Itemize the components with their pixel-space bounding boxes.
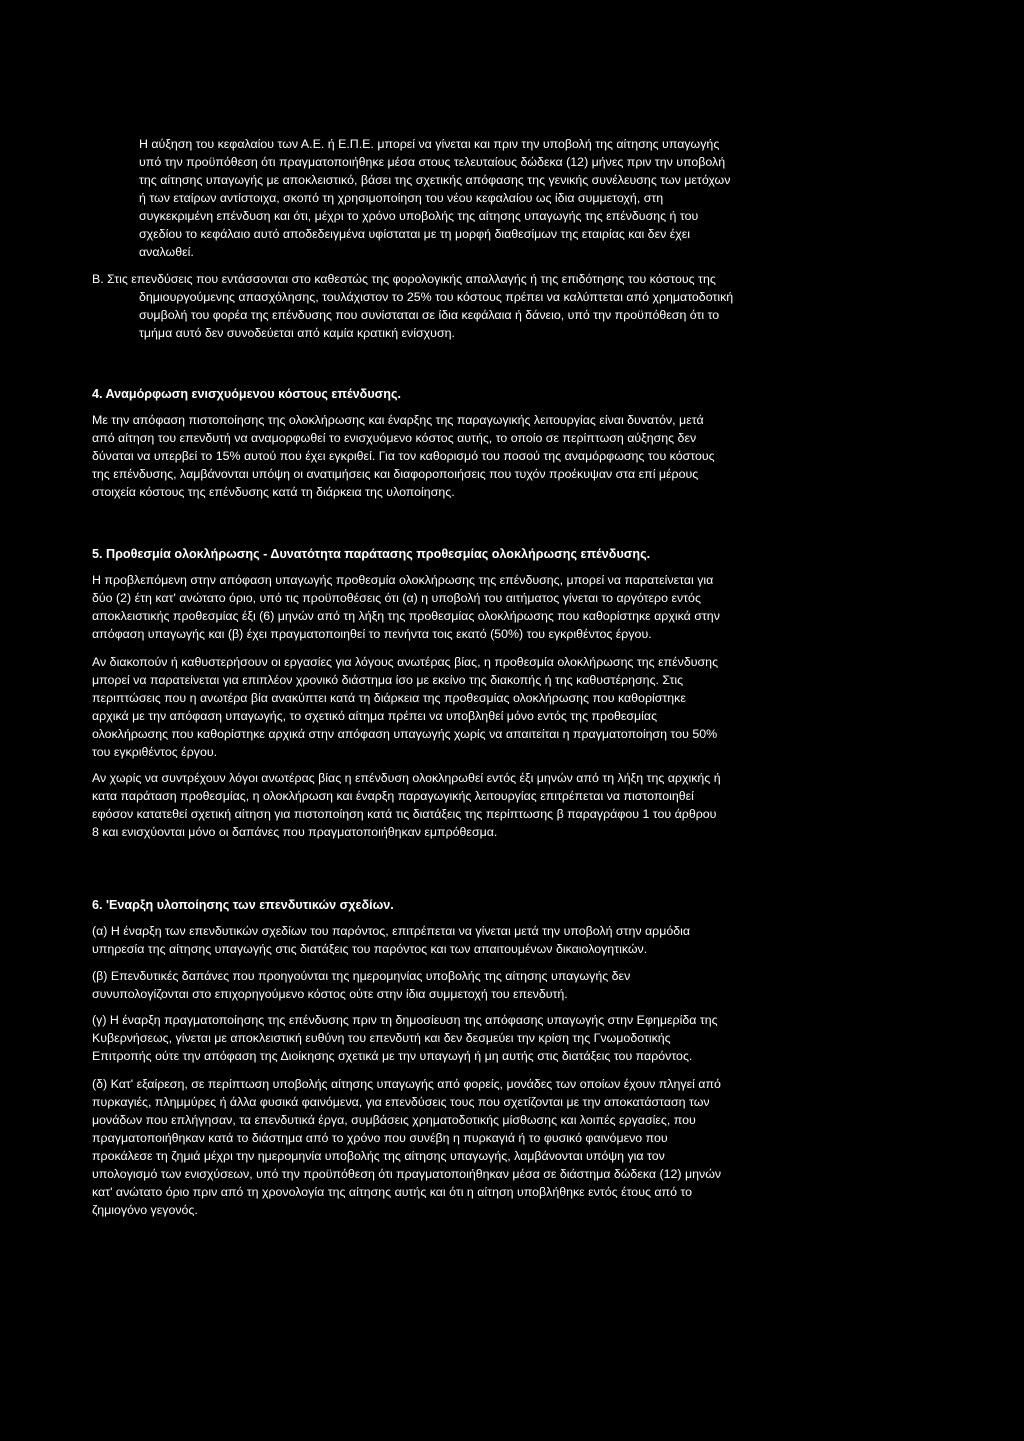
- text-line: μονάδων που επλήγησαν, τα επενδυτικά έργα, συμβάσεις χρηματοδοτικής μίσθωσης και λοιπές εργασίες, που: [92, 1113, 696, 1127]
- text-line: μπορεί να παρατείνεται για επιπλέον χρονικό διάστημα ίσο με εκείνο της διακοπής ή της καθυστέρησης. Στις: [92, 673, 684, 687]
- text-line: της αίτησης υπαγωγής με αποκλειστικό, βάσει της σχετικής απόφασης της γενικής συνέλευσης των μετόχων: [139, 173, 731, 187]
- text-line: δύναται να υπερβεί το 15% αυτού που έχει εγκριθεί. Για τον καθορισμό του ποσού της αναμόρφωσης του κόστους: [92, 449, 715, 463]
- text-line: Αν διακοπούν ή καθυστερήσουν οι εργασίες για λόγους ανωτέρας βίας, η προθεσμία ολοκλήρωσης της επένδυσης: [92, 655, 719, 669]
- text-line: ζημιογόνο γεγονός.: [92, 1203, 198, 1217]
- text-line: συμβολή του φορέα της επένδυσης που συνίσταται σε ίδια κεφάλαια ή δάνειο, υπό την προϋπόθεση ότι το: [139, 308, 720, 322]
- text-line: Με την απόφαση πιστοποίησης της ολοκλήρωσης και έναρξης της παραγωγικής λειτουργίας είναι δυνατόν, μετά: [92, 413, 704, 427]
- text-line: σχεδίου το κεφάλαιο αυτό αποδεδειγμένα υφίσταται με τη μορφή διαθεσίμων της εταιρίας και δεν έχει: [139, 227, 691, 241]
- text-line: στοιχεία κόστους της επένδυσης κατά τη διάρκεια της υλοποίησης.: [92, 485, 455, 499]
- text-line: Αν χωρίς να συντρέχουν λόγοι ανωτέρας βίας η επένδυση ολοκληρωθεί εντός έξι μηνών από τη λήξη της αρχικής ή: [92, 771, 721, 785]
- text-line: από αίτηση του επενδυτή να αναμορφωθεί το ενισχυόμενο κόστος αυτής, το οποίο σε περίπτωση αύξησης δεν: [92, 431, 697, 445]
- text-line: του εγκριθέντος έργου.: [92, 745, 218, 759]
- text-line: 8 και ενισχύονται μόνο οι δαπάνες που πραγματοποιήθηκαν εμπρόθεσμα.: [92, 825, 498, 839]
- text-line: της επένδυσης, λαμβάνονται υπόψη οι ανατιμήσεις και διαφοροποιήσεις που τυχόν προέκυψαν στα επί μέρους: [92, 467, 699, 481]
- text-line: απόφαση υπαγωγής και (β) έχει πραγματοποιηθεί το πενήντα τοις εκατό (50%) του εγκριθέντος έργου.: [92, 627, 652, 641]
- text-line: δημιουργούμενης απασχόλησης, τουλάχιστον το 25% του κόστους πρέπει να καλύπτεται από χρηματοδοτική: [139, 290, 734, 304]
- text-line: Κυβερνήσεως, γίνεται με αποκλειστική ευθύνη του επενδυτή και δεν δεσμεύει την κρίση της Γνωμοδοτικής: [92, 1031, 671, 1045]
- text-line: ολοκλήρωσης που καθορίστηκε αρχικά στην απόφαση υπαγωγής χωρίς να απαιτείται η πραγματοποίηση του 50%: [92, 727, 718, 741]
- text-line: (β) Επενδυτικές δαπάνες που προηγούνται της ημερομηνίας υποβολής της αίτησης υπαγωγής δεν: [92, 969, 631, 983]
- text-line: περιπτώσεις που η ανωτέρα βία ανακύπτει κατά τη διάρκεια της προθεσμίας ολοκλήρωσης που καθορίστηκε: [92, 691, 686, 705]
- text-line: πυρκαγιές, πλημμύρες ή άλλα φυσικά φαινόμενα, για επενδύσεις τους που σχετίζονται με την αποκατάσταση των: [92, 1095, 710, 1109]
- text-line: Επιτροπής ούτε την απόφαση της Διοίκησης σχετικά με την υπαγωγή ή μη αυτής στις διατάξεις του παρόντος.: [92, 1049, 693, 1063]
- text-line: δύο (2) έτη κατ' ανώτατο όριο, υπό τις προϋποθέσεις ότι (α) η υποβολή του αιτήματος γίνεται το αργότερο εντός: [92, 591, 701, 605]
- text-line: Η προβλεπόμενη στην απόφαση υπαγωγής προθεσμία ολοκλήρωσης της επένδυσης, μπορεί να παρατείνεται για: [92, 573, 714, 587]
- text-line: υπηρεσία της αίτησης υπαγωγής στις διατάξεις του παρόντος και των απαιτουμένων δικαιολογητικών.: [92, 942, 648, 956]
- text-line: αποκλειστικής προθεσμίας έξι (6) μηνών από τη λήξη της προθεσμίας ολοκλήρωσης που καθορίστηκε αρχικά στην: [92, 609, 720, 623]
- text-line: κατα παράταση προθεσμίας, η ολοκλήρωση και έναρξη παραγωγικής λειτουργίας επιτρέπεται να πιστοποιηθεί: [92, 789, 694, 803]
- text-line: προκάλεσε τη ζημιά μέχρι την ημερομηνία υποβολής της αίτησης υπαγωγής, λαμβάνονται υπόψη για τον: [92, 1149, 665, 1163]
- text-line: τμήμα αυτό δεν συνοδεύεται από καμία κρατική ενίσχυση.: [139, 326, 455, 340]
- text-line: πραγματοποιήθηκαν κατά το διάστημα από το χρόνο που συνέβη η πυρκαγιά ή το φυσικό φαινόμενο που: [92, 1131, 668, 1145]
- text-line: συγκεκριμένη επένδυση και ότι, μέχρι το χρόνο υποβολής της αίτησης υπαγωγής της επένδυσης ή του: [139, 209, 699, 223]
- text-line: αναλωθεί.: [139, 245, 194, 259]
- text-line: (α) Η έναρξη των επενδυτικών σχεδίων του παρόντος, επιτρέπεται να γίνεται μετά την υποβολή στην αρμόδια: [92, 924, 691, 938]
- text-line: (δ) Κατ' εξαίρεση, σε περίπτωση υποβολής αίτησης υπαγωγής από φορείς, μονάδες των οποίων έχουν πληγεί από: [92, 1077, 721, 1091]
- text-line: συνυπολογίζονται στο επιχορηγούμενο κόστος ούτε στην ίδια συμμετοχή του επενδυτή.: [92, 987, 568, 1001]
- text-line: ή των εταίρων αντίστοιχα, σκοπό τη χρησιμοποίηση του νέου κεφαλαίου ως ίδια συμμετοχή, στη: [139, 191, 664, 205]
- text-line: (γ) Η έναρξη πραγματοποίησης της επένδυσης πριν τη δημοσίευση της απόφασης υπαγωγής στην Εφημερίδα της: [92, 1013, 718, 1027]
- section-heading: 4. Αναμόρφωση ενισχυόμενου κόστους επένδυσης.: [92, 387, 402, 401]
- text-line: κατ' ανώτατο όριο πριν από τη χρονολογία της αίτησης αυτής και ότι η αίτηση υποβλήθηκε εντός έτους από το: [92, 1185, 693, 1199]
- text-line: υπολογισμό των ενισχύσεων, υπό την προϋπόθεση ότι πραγματοποιήθηκαν μέσα σε διάστημα δώδεκα (12) μηνών: [92, 1167, 722, 1181]
- text-line: αρχικά με την απόφαση υπαγωγής, το σχετικό αίτημα πρέπει να υποβληθεί μόνο εντός της προθεσμίας: [92, 709, 658, 723]
- section-heading: 6. 'Εναρξη υλοποίησης των επενδυτικών σχεδίων.: [92, 898, 394, 912]
- text-line: υπό την προϋπόθεση ότι πραγματοποιήθηκε μέσα στους τελευταίους δώδεκα (12) μήνες πριν την υποβολή: [139, 155, 726, 169]
- text-line: Η αύξηση του κεφαλαίου των Α.Ε. ή Ε.Π.Ε. μπορεί να γίνεται και πριν την υποβολή της αίτησης υπαγωγής: [139, 137, 720, 151]
- section-heading: 5. Προθεσμία ολοκλήρωσης - Δυνατότητα παράτασης προθεσμίας ολοκλήρωσης επένδυσης.: [92, 547, 651, 561]
- text-line: Β. Στις επενδύσεις που εντάσσονται στο καθεστώς της φορολογικής απαλλαγής ή της επιδότησης του κόστους της: [92, 272, 716, 286]
- text-line: εφόσον κατατεθεί σχετική αίτηση για πιστοποίηση κατά τις διατάξεις της περίπτωσης β παραγράφου 1 του άρθρου: [92, 807, 717, 821]
